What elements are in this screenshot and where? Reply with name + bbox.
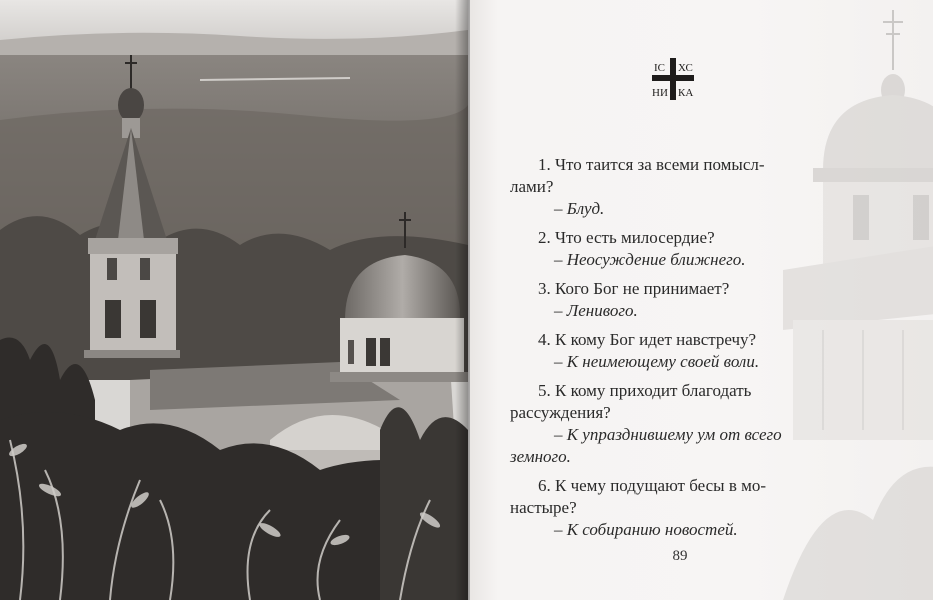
question-continuation: настыре? xyxy=(510,498,577,517)
question xyxy=(510,380,828,402)
answer: – Ленивого. xyxy=(554,301,638,320)
question xyxy=(510,227,828,249)
qa-list xyxy=(510,154,828,548)
question xyxy=(510,329,828,351)
question xyxy=(510,278,828,300)
question-number: 1. xyxy=(538,155,551,174)
question-text: К чему подущают бесы в мо- xyxy=(555,476,767,495)
list-item xyxy=(510,154,828,220)
question-number: 4. xyxy=(538,330,551,349)
question-text: К кому Бог идет навстречу? xyxy=(555,330,757,349)
answer: – Неосуждение ближнего. xyxy=(554,250,746,269)
question-number: 6. xyxy=(538,476,551,495)
question-continuation: лами? xyxy=(510,177,554,196)
question-number: 3. xyxy=(538,279,551,298)
question xyxy=(510,475,828,497)
emblem-top-left: IC xyxy=(654,62,665,74)
answer: – Блуд. xyxy=(554,199,605,218)
answer: – К неимеющему своей воли. xyxy=(554,352,760,371)
list-item xyxy=(510,278,828,322)
question-continuation: рассуждения? xyxy=(510,403,611,422)
question-text: К кому приходит благодать xyxy=(555,381,752,400)
answer-continuation: земного. xyxy=(510,447,571,466)
list-item xyxy=(510,475,828,541)
right-page xyxy=(470,0,933,600)
question xyxy=(510,154,828,176)
emblem-bottom-right: КА xyxy=(678,87,694,99)
list-item xyxy=(510,380,828,468)
answer: – К собиранию новостей. xyxy=(554,520,738,539)
emblem-top-right: ХС xyxy=(678,62,693,74)
question-number: 2. xyxy=(538,228,551,247)
question-text: Что таится за всеми помысл- xyxy=(555,155,765,174)
list-item xyxy=(510,227,828,271)
question-text: Кого Бог не принимает? xyxy=(555,279,730,298)
answer: – К упразднившему ум от всего xyxy=(554,425,782,444)
question-text: Что есть милосердие? xyxy=(555,228,715,247)
emblem-bottom-left: НИ xyxy=(652,87,668,99)
list-item xyxy=(510,329,828,373)
page-number: 89 xyxy=(672,548,688,564)
icxc-nika-emblem xyxy=(650,56,696,102)
question-number: 5. xyxy=(538,381,551,400)
